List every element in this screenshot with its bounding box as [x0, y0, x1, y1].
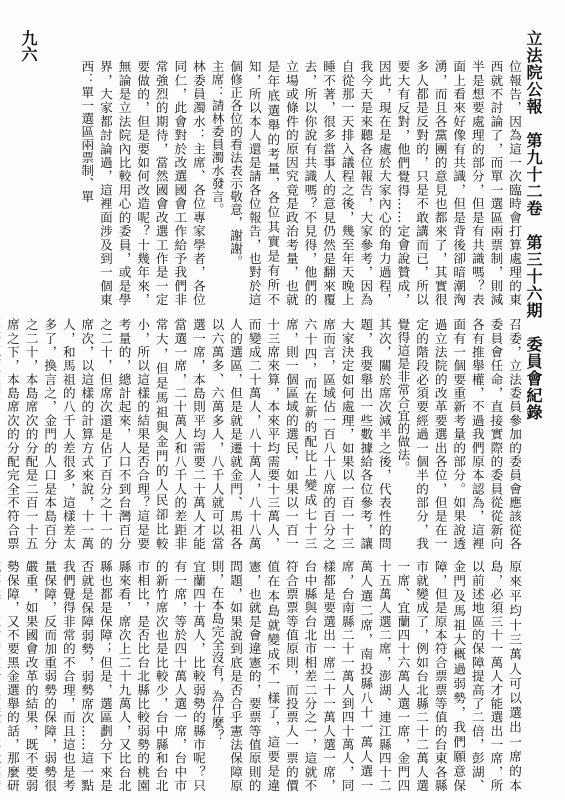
tier-top-text: 位報告，因為這一次臨時會打算處理的東西就不討論了，而單一選區兩票制，則減半是想要處理的部分，但是有共識嗎？表面上看來好像有共識，但是背後卻暗潮洶湧，而且各黨團的意見也都來了，其實很多人都是反對的，只是不敢講而已，所以要大有反對，他們覺得……定會說贊成，因此，現在是處於大家內心的角力過程，我今天是來聽各位報告，大家參考，因為自從那一天排入議程之後，幾至年天晚上睡不著，很多當事人的意見仍然是翻來覆去，所以你說有共識嗎？不見得，他們的立場或條件的原因究竟是政治考量，也就是年底選舉的考量，各位其實是有所不知，所以本人還是請各位報告，也對於這個修正各位的看法表示敬意，謝謝。 主席：請林委員濁水發言。 林委員濁水：主席、各位專家學者，各位同仁，此會對於改選國會工作給予我們非常強烈的期待，當然國會改選工作是一定要做的，但是要如何改造呢？十幾年來，無論是立法院內比較用心的委員，或是學界，大家都討論過，這裡面涉及到一個東西：單一選區兩票制、單 [79, 60, 522, 306]
page-number: 九六 [19, 30, 38, 62]
tier-bottom-text: 原來平均十三萬人可以選出一席的本島，必須三十一萬人才能選出一席，所以前述地區的保障提高了二倍，彭湖、金門及馬祖大概過弱勢，我們願意保障，但是原本符合票票等值的台東各縣市就變成了，例如台北縣二十二萬人選一席、宜蘭四十六萬人選一席，金門四十五萬人選二席，澎湖、連江縣四十二萬人選二席，南投縣八十一萬人選一席，台南縣二十一萬人到四十萬人，同樣都是要選出一席二十一萬人選一席，台中縣與台北市相差二分之一，這就不符合票票等值原則，而投票人一票的價值在本島就變成不一樣了，這要是違憲，也就是會違憲的，要票等值原則的問題，如果說到底是否合乎憲法保障原則，在本島完全沒有，為什麼？ 宜蘭四十萬人，比較弱勢的縣市呢？只有一席，等於四十萬人選一席，台中市的新竹席次也是比較少，台中縣和台北市相比，是否比台北縣比較弱勢的桃園縣來看，席次上二十九萬人，又比台北縣也都是保障；但是，選區劃分下來是否就是保障弱勢，弱勢席次……這一點我們覺得非常的不合理，而且這也是考量保障，反而加重弱勢的保障，弱勢很嚴重，如果國會改革的結果，既不要弱勢保障，又不要黑金選舉的話，那麼研 [4, 560, 522, 792]
text-tier-middle [4, 318, 523, 550]
text-tier-bottom [4, 560, 523, 792]
tier-middle-text: 召委，立法委員參加的委員會應該從各委員會任命，直接實際的委員從從新向各有推舉權，不過我們原本認為，這裡面有一個要重新考量的部分。如果說透過立法院的改革要選出各位，但是在一定的階段必須要經過一個半的部分，我覺得這是非常合宜的做法。 其次，關於席次減半之後，代表性的問題，我要舉出一些數據給各位參考，讓大家決定如何處理，如果以一百一十三席而言，區域佔一百八十八席的百分之六十四，而在新的配比上變成七十三席，則一個區域的選民，如果以一百一十三席來算，本來平均需要十三萬人，而變成二十萬人，八十萬人，八十八萬人的選區，但是就是遷就金門、馬祖各以六萬多、六萬多人，八千人就可以當選一席，本島則平均需要二十萬人才能當選一席，二十萬人和八千人的差距非常大，但是馬祖與金門的人民卻比較小，所以這樣的結果是否合理？這是要考量的，總計起來，人口不到台灣百分之二十，但席次還是佔了百分之十一的席次，以這樣的計算方式來說，十一萬人，和馬祖的八千人差很多，這樣差太多了，換言之，金門的人口是本島百分之二十，本島席次的分配是二百一十五席之下，本島席次的分配完全不符合票 [4, 318, 522, 550]
text-tier-top [23, 60, 523, 306]
running-header: 立法院公報 第九十二卷 第三十六期 委員會紀錄 [524, 30, 543, 421]
